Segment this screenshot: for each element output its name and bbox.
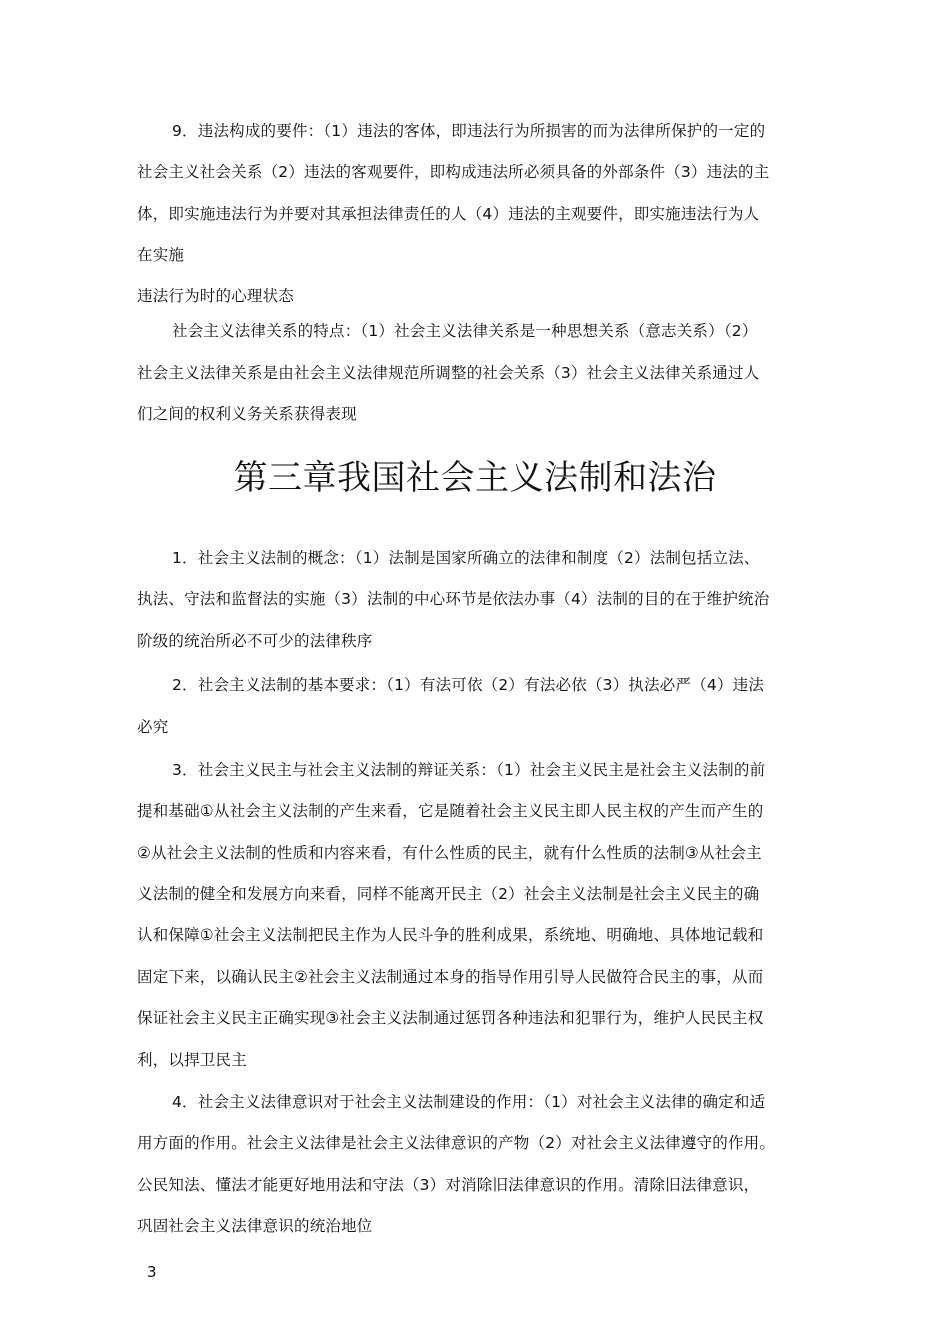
page-number: 3 — [147, 1263, 157, 1281]
text-line: 2．社会主义法制的基本要求：（1）有法可依（2）有法必依（3）执法必严（4）违法 — [172, 676, 765, 694]
text-line: 体，即实施违法行为并要对其承担法律责任的人（4）违法的主观要件，即实施违法行为人 — [137, 205, 760, 223]
text-line: 阶级的统治所必不可少的法律秩序 — [137, 632, 373, 650]
text-line: 用方面的作用。社会主义法律是社会主义法律意识的产物（2）对社会主义法律遵守的作用。 — [137, 1134, 776, 1152]
text-line: 社会主义社会关系（2）违法的客观要件，即构成违法所必须具备的外部条件（3）违法的主 — [137, 163, 770, 181]
text-line: 巩固社会主义法律意识的统治地位 — [137, 1217, 373, 1235]
text-line: 们之间的权利义务关系获得表现 — [137, 405, 357, 423]
text-line: 社会主义法律关系的特点：（1）社会主义法律关系是一种思想关系（意志关系）（2） — [172, 322, 758, 340]
text-line: ②从社会主义法制的性质和内容来看，有什么性质的民主，就有什么性质的法制③从社会主 — [137, 844, 762, 862]
text-line: 违法行为时的心理状态 — [137, 287, 295, 305]
text-line: 4．社会主义法律意识对于社会主义法制建设的作用：（1）对社会主义法律的确定和适 — [172, 1093, 766, 1111]
text-line: 提和基础①从社会主义法制的产生来看，它是随着社会主义民主即人民主权的产生而产生的 — [137, 802, 764, 820]
text-line: 必究 — [137, 718, 169, 736]
text-line: 固定下来，以确认民主②社会主义法制通过本身的指导作用引导人民做符合民主的事，从而 — [137, 968, 764, 986]
chapter-title: 第三章我国社会主义法制和法治 — [233, 458, 717, 498]
text-line: 执法、守法和监督法的实施（3）法制的中心环节是依法办事（4）法制的目的在于维护统治 — [137, 590, 770, 608]
text-line: 社会主义法律关系是由社会主义法律规范所调整的社会关系（3）社会主义法律关系通过人 — [137, 364, 760, 382]
text-line: 认和保障①社会主义法制把民主作为人民斗争的胜利成果，系统地、明确地、具体地记载和 — [137, 926, 764, 944]
text-line: 3．社会主义民主与社会主义法制的辩证关系：（1）社会主义民主是社会主义法制的前 — [172, 761, 766, 779]
text-line: 义法制的健全和发展方向来看，同样不能离开民主（2）社会主义法制是社会主义民主的确 — [137, 885, 760, 903]
text-line: 1．社会主义法制的概念：（1）法制是国家所确立的法律和制度（2）法制包括立法、 — [172, 549, 760, 567]
text-line: 9．违法构成的要件：（1）违法的客体，即违法行为所损害的而为法律所保护的一定的 — [172, 122, 766, 140]
text-line: 公民知法、懂法才能更好地用法和守法（3）对消除旧法律意识的作用。清除旧法律意识， — [137, 1176, 760, 1194]
text-line: 利，以捍卫民主 — [137, 1051, 247, 1069]
text-line: 保证社会主义民主正确实现③社会主义法制通过惩罚各种违法和犯罪行为，维护人民民主权 — [137, 1009, 764, 1027]
text-line: 在实施 — [137, 246, 185, 264]
